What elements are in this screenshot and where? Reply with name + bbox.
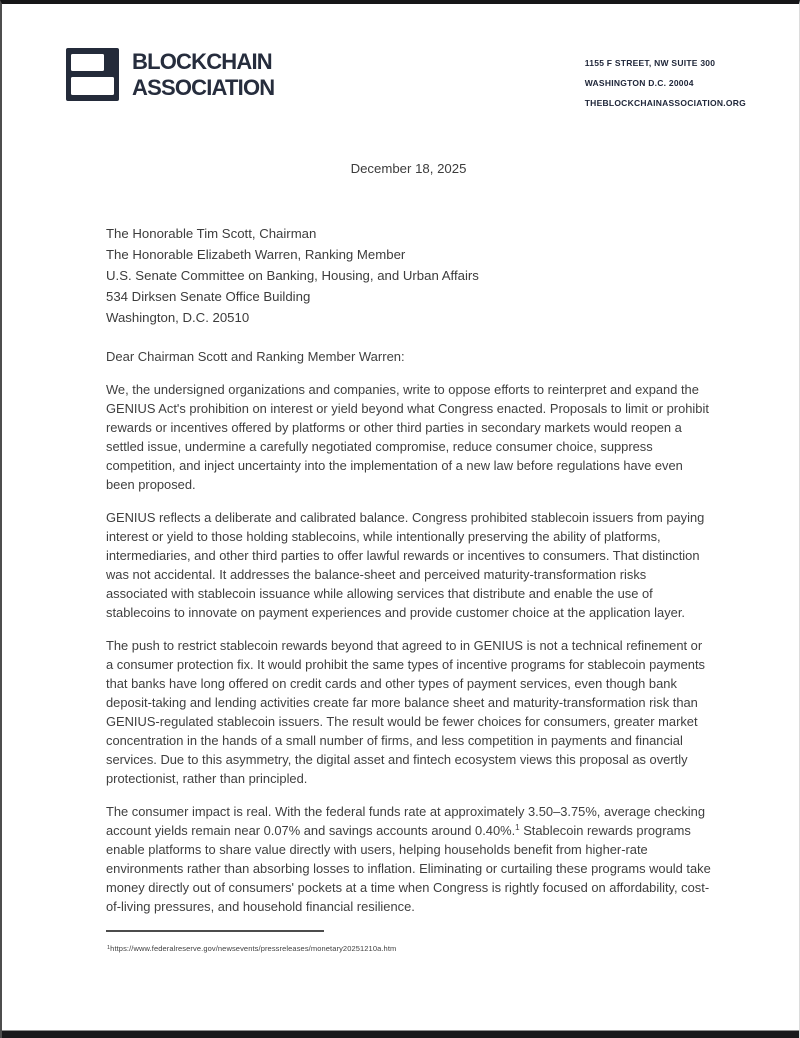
- letterhead-address-block: [585, 48, 746, 113]
- address-line-website: THEBLOCKCHAINASSOCIATION.ORG: [584, 98, 746, 108]
- recipient-line: The Honorable Elizabeth Warren, Ranking Member: [106, 247, 406, 262]
- recipient-line: Washington, D.C. 20510: [106, 310, 250, 325]
- recipient-block: [106, 223, 711, 328]
- footnote-reference-marker: 1: [515, 823, 520, 832]
- blockchain-association-logo: [66, 48, 274, 101]
- letterhead: [66, 48, 746, 113]
- paragraph-3: The push to restrict stablecoin rewards beyond that agreed to in GENIUS is not a technical refinement or a consumer protection fix. It would prohibit the same types of incentive programs for stablecoin payments that banks have long offered on credit cards and other types of payment services, even though bank deposit-taking and lending activities create far more balance sheet and maturity-transformation risk than GENIUS-regulated stablecoin issuers. The result would be fewer choices for consumers, greater market concentration in the hands of a small number of firms, and less competition in payments and financial services. Due to this asymmetry, the digital asset and fintech ecosystem views this proposal as overtly protectionist, rather than principled.: [106, 638, 705, 786]
- page-bottom-edge: [2, 1031, 799, 1038]
- recipient-line: The Honorable Tim Scott, Chairman: [106, 226, 317, 241]
- address-line-city: WASHINGTON D.C. 20004: [584, 78, 694, 88]
- paragraph-4-text-before-ref: The consumer impact is real. With the federal funds rate at approximately 3.50–3.75%, average checking account yields remain near 0.07% and savings accounts around 0.40%.: [106, 804, 706, 838]
- logo-icon-bottom-cell: [71, 77, 114, 95]
- paragraph-1: We, the undersigned organizations and companies, write to oppose efforts to reinterpret and expand the GENIUS Act's prohibition on interest or yield beyond what Congress enacted. Proposals to limit or prohibit rewards or incentives offered by platforms or other third parties in secondary markets would reopen a settled issue, undermine a carefully negotiated compromise, reduce consumer choice, suppress competition, and inject uncertainty into the implementation of a new law before regulations have even been proposed.: [106, 382, 709, 492]
- paragraph-4-text-after-ref: Stablecoin rewards programs enable platforms to share value directly with users, helping households benefit from higher-rate environments rather than absorbing losses to inflation. Eliminating or curtailing these programs would take money directly out of consumers' pockets at a time when Congress is rightly focused on affordability, cost-of-living pressures, and household financial resilience.: [106, 823, 711, 914]
- paragraph-4: [106, 802, 711, 916]
- logo-wordmark-line2: ASSOCIATION: [132, 74, 275, 100]
- footnote-marker: 1: [107, 945, 111, 951]
- footnote-separator-rule: [106, 930, 324, 932]
- address-line-street: 1155 F STREET, NW SUITE 300: [584, 58, 716, 68]
- footnote: [107, 944, 396, 953]
- logo-wordmark-line1: BLOCKCHAIN: [132, 48, 272, 74]
- logo-wordmark: [132, 49, 274, 101]
- logo-icon-top-cell: [71, 54, 104, 71]
- paragraph-2: GENIUS reflects a deliberate and calibrated balance. Congress prohibited stablecoin issuers from paying interest or yield to those holding stablecoins, while intentionally preserving the ability of platforms, intermediaries, and other third parties to offer lawful rewards or incentives to consumers. That distinction was not accidental. It addresses the balance-sheet and perceived maturity-transformation risks associated with stablecoin issuance while allowing services that distribute and enable the use of stablecoins to innovate on payment experiences and provide customer choice at the application layer.: [106, 510, 705, 620]
- recipient-line: U.S. Senate Committee on Banking, Housing, and Urban Affairs: [106, 268, 479, 283]
- letter-body: [106, 161, 711, 916]
- footnote-url-link[interactable]: https://www.federalreserve.gov/newsevents/pressreleases/monetary20251210a.htm: [110, 944, 397, 953]
- salutation: Dear Chairman Scott and Ranking Member Warren:: [106, 349, 405, 364]
- blockchain-association-logo-icon: [66, 48, 119, 101]
- letter-date: December 18, 2025: [350, 161, 467, 176]
- recipient-line: 534 Dirksen Senate Office Building: [106, 289, 311, 304]
